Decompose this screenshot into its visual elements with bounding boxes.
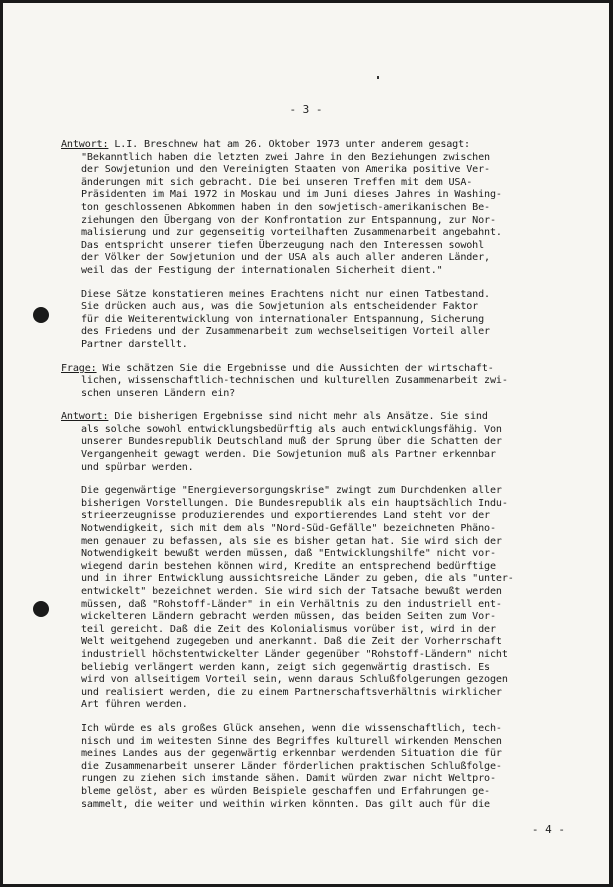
paragraph-commentary: Diese Sätze konstatieren meines Erachtens nicht nur einen Tatbestand. Sie drücken auch aus, was die Sowjetunion als entscheidender Faktor für die Weiterentwicklung von internationaler Entspannung, Sicherung des Friedens und der Zusammenarbeit zum wechselseitigen Vorteil aller Partner darstellt. — [81, 288, 490, 350]
next-page-marker: - 4 - — [531, 823, 565, 836]
punch-hole — [33, 307, 49, 323]
speaker-label: Frage: — [61, 362, 97, 374]
document-page — [3, 3, 609, 884]
speaker-label: Antwort: — [61, 411, 109, 423]
paragraph-answer-1: Antwort: L.I. Breschnew hat am 26. Oktober 1973 unter anderem gesagt: "Bekanntlich haben die letzten zwei Jahre in den Beziehungen zwischen der Sowjetunion und den Vereinigten Staaten von Amerika positive Ver- änderungen mit sich gebracht. Die bei unseren Treffen mit dem USA- Präsidenten im Mai 1972 in Moskau und im Juni dieses Jahres in Washing- ton geschlossenen Abkommen haben in den sowjetisch-amerikanischen Be- ziehungen den Übergang von der Konfrontation zur Entspannung, zur Nor- malisierung und zur gegenseitig vorteilhaften Zusammenarbeit angebahnt. Das entspricht unserer tiefen Überzeugung nach den Interessen sowohl der Völker der Sowjetunion und der USA als auch aller anderen Länder, weil das der Festigung der internationalen Sicherheit dient." — [61, 139, 502, 276]
paragraph-question: Frage: Wie schätzen Sie die Ergebnisse und die Aussichten der wirtschaft- lichen, wissenschaftlich-technischen und kulturellen Zusammenarbeit zwi- schen unseren Ländern ein? — [61, 362, 508, 399]
punch-hole — [33, 601, 49, 617]
paragraph-answer-2: Antwort: Die bisherigen Ergebnisse sind nicht mehr als Ansätze. Sie sind als solche sowohl entwicklungsbedürftig als auch entwicklungsfähig. Von unserer Bundesrepublik Deutschland muß der Sprung über die Schatten der Vergangenheit gewagt werden. Die Sowjetunion muß als Partner erkennbar und spürbar werden. — [61, 411, 502, 473]
paragraph-cooperation: Ich würde es als großes Glück ansehen, wenn die wissenschaftlich, tech- nisch und im weitesten Sinne des Begriffes kulturell wirkenden Menschen meines Landes aus der gegenwärtig erkennbar werdenden Situation die für die Zusammenarbeit unserer Länder förderlichen praktischen Schlußfolge- rungen zu ziehen sich imstande sähen. Damit würden zwar nicht Weltpro- bleme gelöst, aber es würden Beispiele geschaffen und Erfahrungen ge- sammelt, die weiter und weithin wirken könnten. Das gilt auch für die — [81, 722, 502, 810]
document-body — [61, 139, 581, 822]
scan-speck — [377, 76, 379, 79]
speaker-label: Antwort: — [61, 139, 109, 150]
paragraph-energy-crisis: Die gegenwärtige "Energieversorgungskrise" zwingt zum Durchdenken aller bisherigen Vorstellungen. Die Bundesrepublik als ein hauptsächlich Indu- strieerzeugnisse produzierendes und exportierendes Land steht vor der Notwendigkeit, sich mit dem als "Nord-Süd-Gefälle" bezeichneten Phäno- men genauer zu befassen, als sie es bisher getan hat. Sie wird sich der Notwendigkeit bewußt werden müssen, daß "Entwicklungshilfe" nicht vor- wiegend darin bestehen können wird, Kredite an entsprechend bedürftige und in ihrer Entwicklung aussichtsreiche Länder zu geben, die als "unter- entwickelt" bezeichnet werden. Sie wird sich der Tatsache bewußt werden müssen, daß "Rohstoff-Länder" in ein Verhältnis zu den industriell ent- wickelteren Ländern gebracht werden müssen, das beiden Seiten zum Vor- teil gereicht. Daß die Zeit des Kolonialismus vorüber ist, wird in der Welt weitgehend zugegeben und anerkannt. Daß die Zeit der Vorherrschaft industriell höchstentwickelter Länder gegenüber "Rohstoff-Ländern" nicht beliebig verlängert werden kann, zeigt sich gegenwärtig drastisch. Es wird von allseitigem Vorteil sein, wenn daraus Schlußfolgerungen gezogen und realisiert werden, die zu einem Partnerschaftsverhältnis wirklicher Art führen werden. — [81, 485, 514, 711]
page-number: - 3 - — [289, 103, 323, 116]
